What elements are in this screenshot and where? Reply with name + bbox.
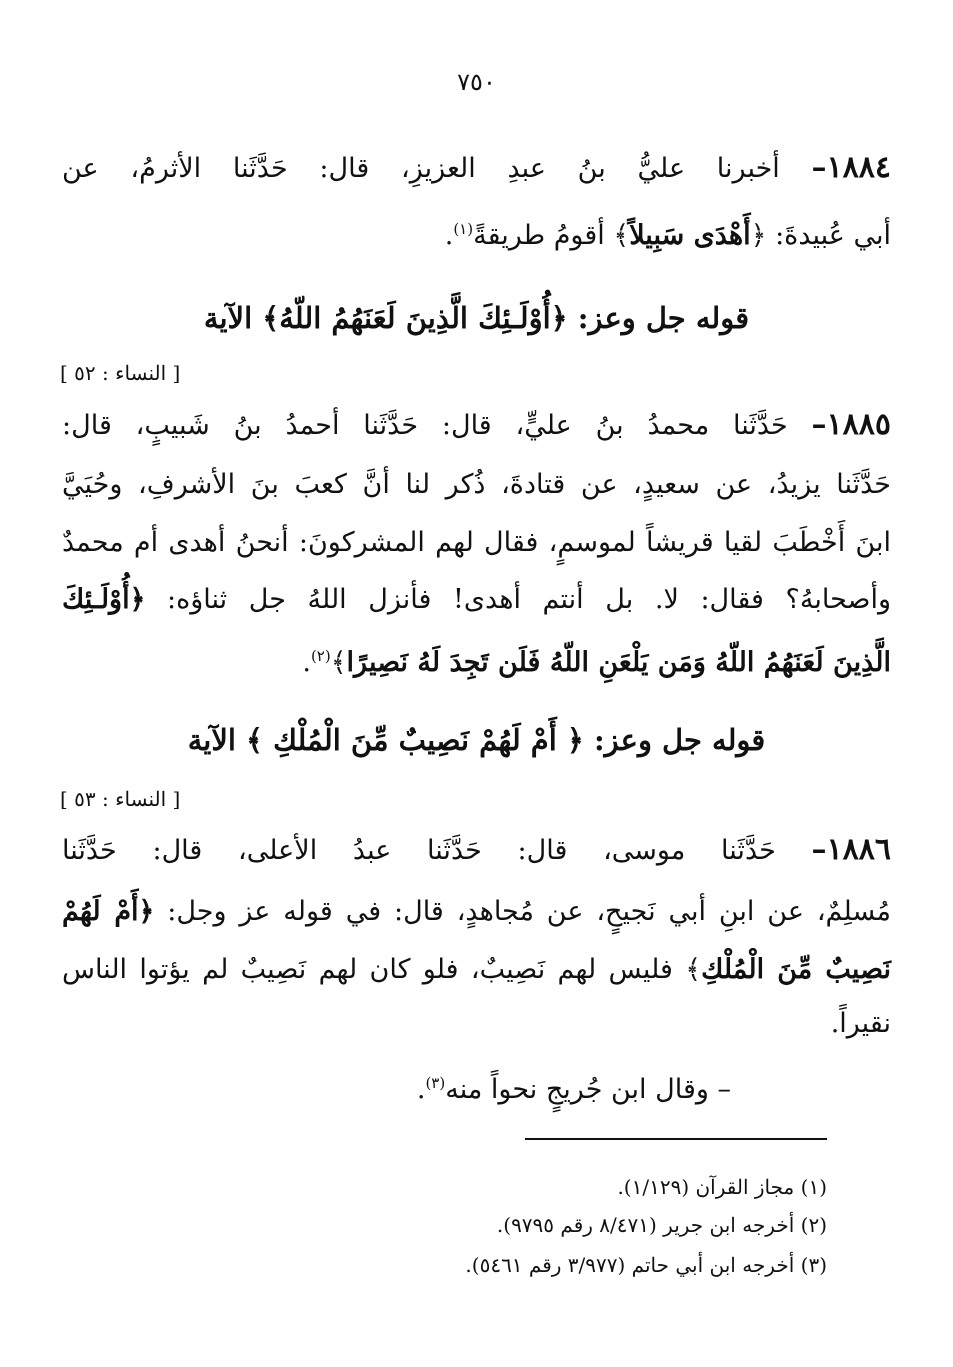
footnote-1: (١) مجاز القرآن (١/١٢٩).	[617, 1175, 827, 1199]
page-number: ٧٥٠	[457, 68, 496, 96]
footnote-marker: (٣)	[425, 1074, 446, 1092]
hadith-text: – وقال ابن جُريجٍ نحواً منه	[445, 1074, 731, 1105]
hadith-text: مُسلِمٌ، عن ابنِ أبي نَجيحٍ، عن مُجاهدٍ، قال: في قوله عز وجل:	[154, 896, 891, 927]
hadith-1886-line-3	[62, 950, 891, 990]
footnote-2: (٢) أخرجه ابن جرير (٨/٤٧١ رقم ٩٧٩٥).	[496, 1213, 827, 1237]
verse-reference: [ النساء : ٥٣ ]	[60, 787, 181, 811]
quran-text: أَهْدَى سَبِيلاً	[629, 220, 751, 251]
hadith-1886-line-4: نقيراً.	[830, 1008, 891, 1039]
punctuation: .	[416, 1074, 426, 1105]
hadith-text: أبي عُبيدةَ: ﴿	[750, 220, 891, 251]
hadith-text: حَدَّثَنا محمدُ بنُ عليٍّ، قال: حَدَّثَنا أحمدُ بنُ شَبيبٍ، قال:	[62, 410, 788, 441]
section-heading: قوله جل وعز: ﴿أُوْلَـئِكَ الَّذِينَ لَعَنَهُمُ اللّهُ﴾ الآية	[203, 301, 750, 335]
hadith-1885-line-4	[62, 580, 891, 620]
hadith-1885-line-3: ابنَ أَخْطَبَ لقيا قريشاً لموسمٍ، فقال لهم المشركونَ: أنحنُ أهدى أم محمدٌ	[62, 527, 892, 558]
hadith-1886-line-1	[62, 830, 891, 871]
punctuation: .	[302, 647, 311, 678]
footnote-marker: (١)	[453, 220, 474, 238]
hadith-1885-line-1	[62, 405, 891, 446]
hadith-number: ١٨٨٤–	[811, 150, 891, 185]
footnote-separator	[525, 1138, 827, 1140]
hadith-1884-line-2	[62, 209, 891, 256]
hadith-text: حَدَّثَنا موسى، قال: حَدَّثَنا عبدُ الأعلى، قال: حَدَّثَنا	[62, 835, 776, 866]
hadith-1886-line-2	[62, 892, 891, 932]
footnote-marker: (٢)	[310, 647, 331, 665]
hadith-text: أخبرنا عليُّ بنُ عبدِ العزيزِ، قال: حَدَّثَنا الأثرمُ، عن	[62, 153, 780, 184]
hadith-1886-line-5	[62, 1063, 731, 1110]
quran-text: ﴿أُوْلَـئِكَ	[62, 584, 146, 615]
quran-text: ﴿أَمْ لَهُمْ	[62, 896, 155, 927]
section-heading: قوله جل وعز: ﴿ أَمْ لَهُمْ نَصِيبٌ مِّنَ الْمُلْكِ ﴾ الآية	[187, 723, 766, 757]
footnote-3: (٣) أخرجه ابن أبي حاتم (٣/٩٧٧ رقم ٥٤٦١).	[465, 1253, 827, 1277]
hadith-text: وأصحابهُ؟ فقال: لا. بل أنتم أهدى! فأنزل اللهُ جل ثناؤه:	[145, 584, 891, 615]
hadith-text: ﴾ أقومُ طريقةً	[473, 220, 630, 251]
punctuation: .	[444, 220, 454, 251]
hadith-number: ١٨٨٦–	[811, 832, 891, 867]
hadith-text: ﴾ فليس لهم نَصِيبٌ، فلو كان لهم نَصِيبٌ لم يؤتوا الناس	[62, 954, 702, 985]
hadith-1885-line-2: حَدَّثَنا يزيدُ، عن سعيدٍ، عن قتادةَ، ذُكر لنا أنَّ كعبَ بنَ الأشرفِ، وحُيَيَّ	[62, 469, 891, 500]
verse-reference: [ النساء : ٥٢ ]	[60, 361, 181, 385]
quran-text: الَّذِينَ لَعَنَهُمُ اللّهُ وَمَن يَلْعَنِ اللّهُ فَلَن تَجِدَ لَهُ نَصِيرًا	[346, 647, 891, 678]
hadith-number: ١٨٨٥–	[811, 407, 891, 442]
hadith-1884-line-1	[62, 148, 891, 189]
quran-text: نَصِيبٌ مِّنَ الْمُلْكِ	[701, 954, 892, 985]
quran-bracket: ﴾	[330, 647, 347, 678]
hadith-1885-line-5	[62, 636, 891, 683]
